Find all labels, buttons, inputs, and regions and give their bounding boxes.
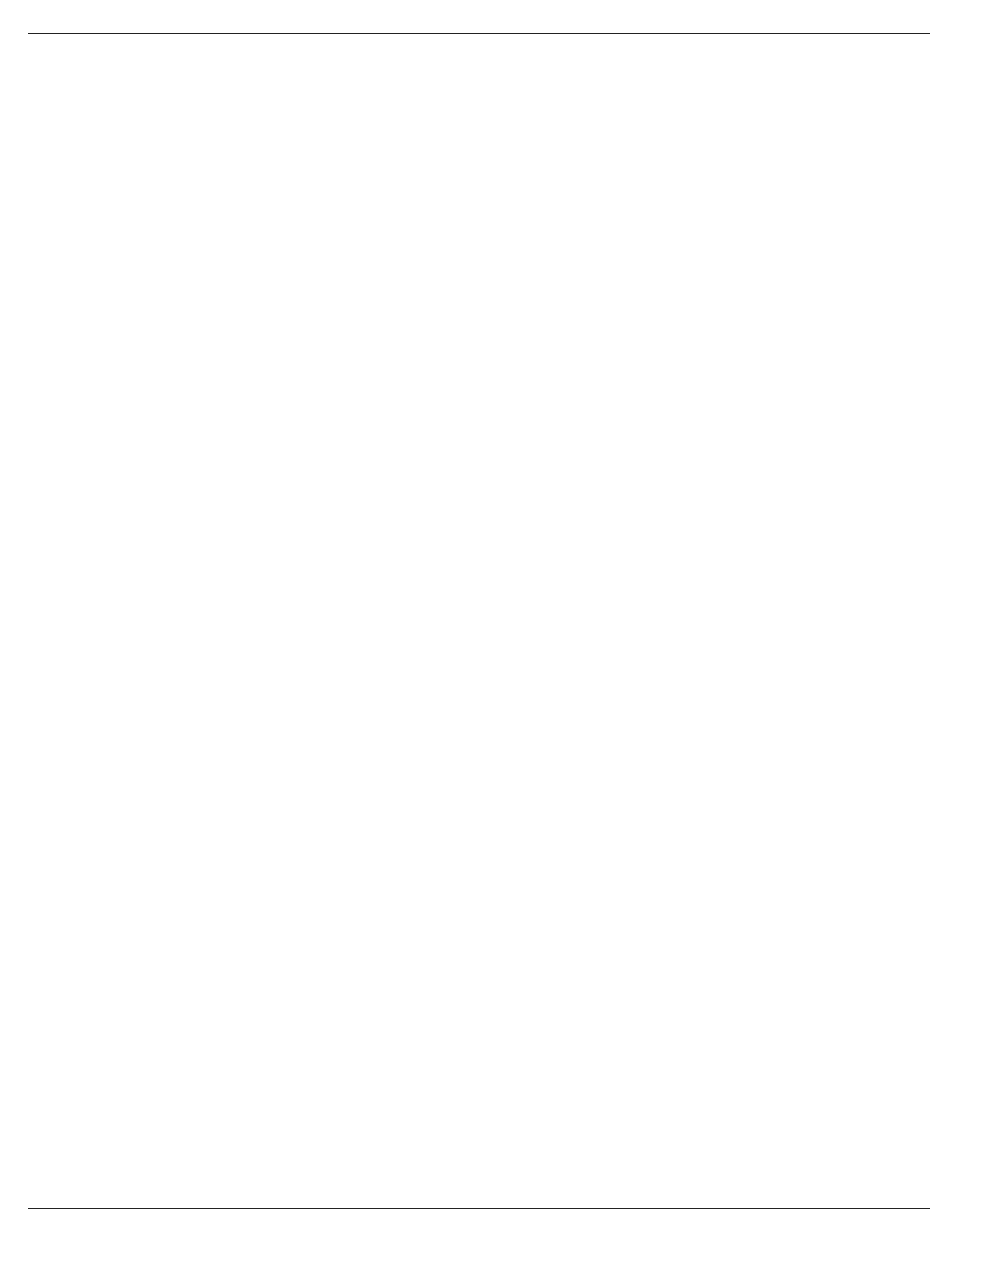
- table-frame: [28, 33, 930, 1209]
